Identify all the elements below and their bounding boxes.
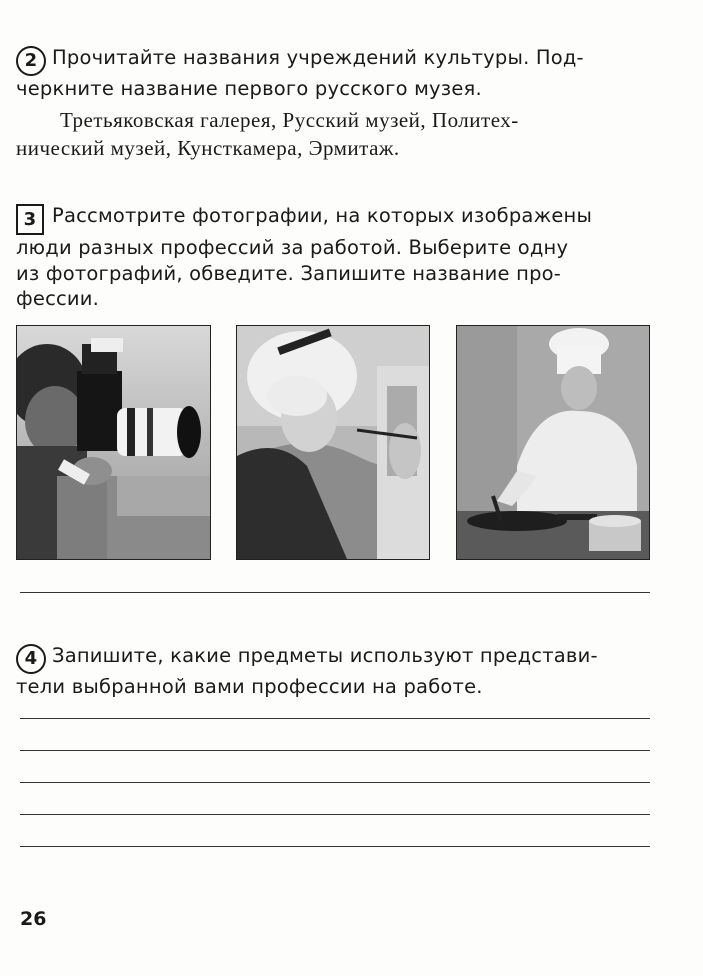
task-3-number: 3 <box>16 204 44 235</box>
task-4-number: 4 <box>16 644 46 674</box>
museum-list <box>16 106 650 162</box>
task-3 <box>16 203 650 312</box>
answer-line[interactable] <box>20 750 650 751</box>
task-2-line-1: 2 Прочитайте названия учреждений культуры. Под- <box>16 45 650 76</box>
profession-photos <box>16 325 650 561</box>
page-number: 26 <box>20 908 47 930</box>
task-4-line-1: 4 Запишите, какие предметы используют представи- <box>16 643 650 674</box>
task-3-line-4: фессии. <box>16 287 100 310</box>
cook-photo[interactable] <box>456 325 650 560</box>
task-3-line-3: из фотографий, обведите. Запишите название про- <box>16 261 562 285</box>
task-4-line-2: тели выбранной вами профессии на работе. <box>16 675 483 698</box>
museum-list-line-1: Третьяковская галерея, Русский музей, Политех- <box>60 108 519 132</box>
answer-line[interactable] <box>20 782 650 783</box>
museum-list-line-2: нический музей, Кунсткамера, Эрмитаж. <box>16 136 400 160</box>
answer-line[interactable] <box>20 718 650 719</box>
painter-photo[interactable] <box>236 325 430 560</box>
task-2-line-2: черкните название первого русского музея. <box>16 77 482 100</box>
photographer-photo[interactable] <box>16 325 211 560</box>
answer-line[interactable] <box>20 846 650 847</box>
answer-line[interactable] <box>20 814 650 815</box>
task-2-number: 2 <box>16 46 46 76</box>
task-3-line-1: 3 Рассмотрите фотографии, на которых изображены <box>16 203 650 235</box>
answer-line-profession[interactable] <box>20 592 650 593</box>
task-4 <box>16 643 650 700</box>
task-2 <box>16 45 650 102</box>
task-3-line-2: люди разных профессий за работой. Выберите одну <box>16 236 569 259</box>
